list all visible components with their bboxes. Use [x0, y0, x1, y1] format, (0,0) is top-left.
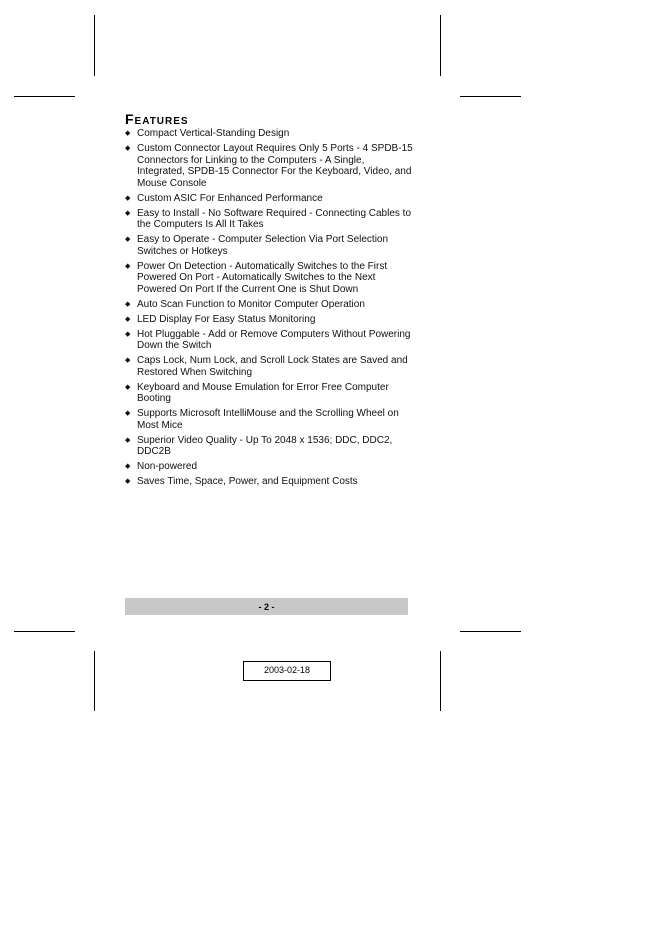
bullet-icon: ◆ — [125, 463, 131, 470]
feature-item — [124, 355, 414, 378]
feature-item — [124, 234, 414, 257]
crop-mark — [460, 631, 521, 632]
bullet-icon: ◆ — [125, 194, 131, 202]
bullet-icon: ◆ — [125, 300, 131, 308]
feature-text: Supports Microsoft IntelliMouse and the Scrolling Wheel on Most Mice — [137, 408, 399, 431]
feature-text: Custom Connector Layout Requires Only 5 Ports - 4 SPDB-15 Connectors for Linking to the Computers - A Single, Integrated, SPDB-15 Connector For the Keyboard, Video, and Mouse Console — [137, 143, 413, 189]
page-number: - 2 - — [258, 601, 275, 612]
feature-text: LED Display For Easy Status Monitoring — [137, 313, 316, 325]
feature-text: Easy to Operate - Computer Selection Via Port Selection Switches or Hotkeys — [137, 234, 389, 257]
crop-mark — [94, 15, 95, 76]
feature-text: Easy to Install - No Software Required - Connecting Cables to the Computers Is All It Takes — [137, 207, 412, 230]
feature-item — [124, 143, 414, 189]
feature-text: Keyboard and Mouse Emulation for Error Free Computer Booting — [137, 381, 389, 404]
bullet-icon: ◆ — [125, 209, 131, 217]
crop-mark — [14, 96, 75, 97]
page-footer-bar — [125, 598, 408, 615]
bullet-icon: ◆ — [125, 357, 131, 364]
feature-item — [124, 461, 414, 473]
bullet-icon: ◆ — [125, 410, 131, 417]
feature-item — [124, 128, 414, 140]
date-box — [243, 661, 331, 681]
feature-item — [124, 299, 414, 311]
crop-mark — [14, 631, 75, 632]
bullet-icon: ◆ — [125, 236, 131, 243]
bullet-icon: ◆ — [125, 130, 131, 137]
bullet-icon: ◆ — [125, 145, 131, 152]
feature-text: Hot Pluggable - Add or Remove Computers Without Powering Down the Switch — [137, 328, 411, 351]
feature-item — [124, 261, 414, 296]
feature-item — [124, 382, 414, 405]
feature-item — [124, 435, 414, 458]
section-heading: Features — [125, 111, 189, 127]
bullet-icon: ◆ — [125, 262, 131, 270]
bullet-icon: ◆ — [125, 330, 131, 338]
feature-text: Saves Time, Space, Power, and Equipment Costs — [137, 476, 358, 487]
crop-mark — [94, 651, 95, 711]
bullet-icon: ◆ — [125, 436, 131, 444]
feature-item — [124, 314, 414, 326]
bullet-icon: ◆ — [125, 478, 131, 485]
feature-text: Compact Vertical-Standing Design — [137, 128, 290, 139]
feature-text: Power On Detection - Automatically Switches to the First Powered On Port - Automatically Switches to the Next Powered On Port If the Current One is Shut Down — [137, 260, 388, 295]
feature-text: Superior Video Quality - Up To 2048 x 1536; DDC, DDC2, DDC2B — [137, 434, 393, 457]
feature-text: Custom ASIC For Enhanced Performance — [137, 192, 323, 204]
bullet-icon: ◆ — [125, 383, 131, 391]
feature-item — [124, 208, 414, 231]
feature-text: Auto Scan Function to Monitor Computer Operation — [137, 298, 365, 310]
crop-mark — [440, 15, 441, 76]
document-date: 2003-02-18 — [263, 665, 311, 675]
feature-item — [124, 193, 414, 205]
crop-mark — [460, 96, 521, 97]
feature-text: Caps Lock, Num Lock, and Scroll Lock States are Saved and Restored When Switching — [137, 355, 408, 378]
feature-list — [124, 128, 414, 491]
feature-item — [124, 329, 414, 352]
feature-item — [124, 408, 414, 431]
feature-text: Non-powered — [137, 461, 198, 472]
feature-item — [124, 476, 414, 488]
crop-mark — [440, 651, 441, 711]
bullet-icon: ◆ — [125, 315, 131, 323]
